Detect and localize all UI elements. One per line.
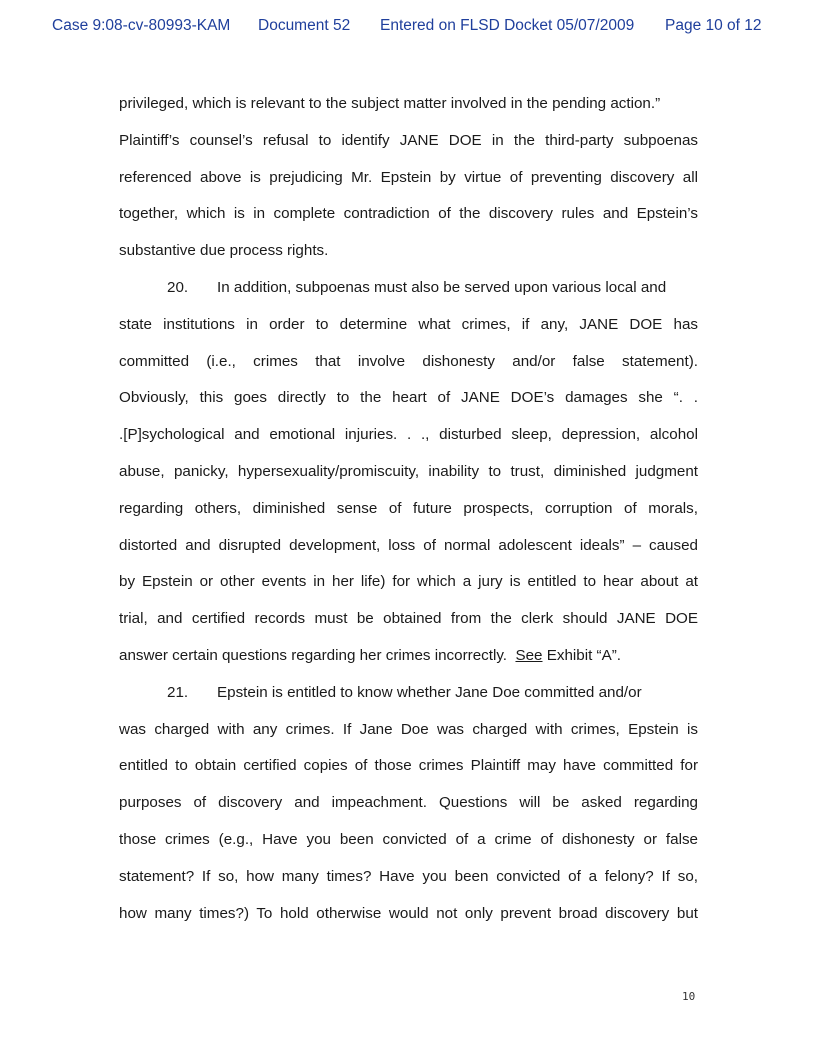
- body-line: entitled to obtain certified copies of those crimes Plaintiff may have committed for: [119, 757, 698, 775]
- body-line: state institutions in order to determine what crimes, if any, JANE DOE has: [119, 315, 698, 333]
- body-line: was charged with any crimes. If Jane Doe was charged with crimes, Epstein is: [119, 720, 698, 738]
- body-line: trial, and certified records must be obtained from the clerk should JANE DOE: [119, 610, 698, 628]
- header-entered-date: Entered on FLSD Docket 05/07/2009: [380, 17, 635, 34]
- body-line: purposes of discovery and impeachment. Questions will be asked regarding: [119, 794, 698, 812]
- body-line: privileged, which is relevant to the subject matter involved in the pending action.”: [119, 95, 661, 112]
- body-line: abuse, panicky, hypersexuality/promiscuity, inability to trust, diminished judgment: [119, 462, 698, 480]
- body-line: those crimes (e.g., Have you been convicted of a crime of dishonesty or false: [119, 830, 698, 848]
- header-case-number: Case 9:08-cv-80993-KAM: [52, 17, 231, 34]
- exhibit-reference: Exhibit “A”.: [546, 646, 622, 664]
- body-line-text: In addition, subpoenas must also be served upon various local and: [217, 278, 667, 296]
- body-line: substantive due process rights.: [119, 242, 329, 260]
- body-line: .[P]sychological and emotional injuries. . ., disturbed sleep, depression, alcohol: [119, 426, 698, 444]
- body-line: regarding others, diminished sense of future prospects, corruption of morals,: [119, 499, 698, 517]
- body-line: together, which is in complete contradiction of the discovery rules and Epstein’s: [119, 205, 698, 223]
- docket-header: [0, 17, 816, 39]
- document-body: [119, 86, 698, 932]
- paragraph-number: 20.: [167, 278, 189, 296]
- page-number: 10: [682, 990, 696, 1003]
- body-line: committed (i.e., crimes that involve dishonesty and/or false statement).: [119, 352, 698, 370]
- body-line-text: Epstein is entitled to know whether Jane Doe committed and/or: [217, 683, 642, 701]
- header-page-count: Page 10 of 12: [665, 17, 762, 34]
- body-line: how many times?) To hold otherwise would not only prevent broad discovery but: [119, 904, 698, 922]
- body-line: distorted and disrupted development, loss of normal adolescent ideals” – caused: [119, 536, 698, 554]
- body-line: Plaintiff’s counsel’s refusal to identify JANE DOE in the third-party subpoenas: [119, 131, 698, 149]
- body-line: referenced above is prejudicing Mr. Epstein by virtue of preventing discovery all: [119, 168, 698, 186]
- paragraph-number: 21.: [167, 683, 189, 701]
- paragraph-20-first-line: [119, 270, 698, 307]
- paragraph-20-last-line: [119, 638, 698, 675]
- body-line: statement? If so, how many times? Have you been convicted of a felony? If so,: [119, 867, 698, 885]
- see-signal: See: [515, 646, 543, 664]
- body-line-text: answer certain questions regarding her crimes incorrectly.: [119, 646, 508, 664]
- paragraph-21-first-line: [119, 675, 698, 712]
- body-line: by Epstein or other events in her life) for which a jury is entitled to hear about at: [119, 573, 698, 591]
- header-document-number: Document 52: [258, 17, 351, 34]
- body-line: Obviously, this goes directly to the heart of JANE DOE’s damages she “. .: [119, 389, 698, 407]
